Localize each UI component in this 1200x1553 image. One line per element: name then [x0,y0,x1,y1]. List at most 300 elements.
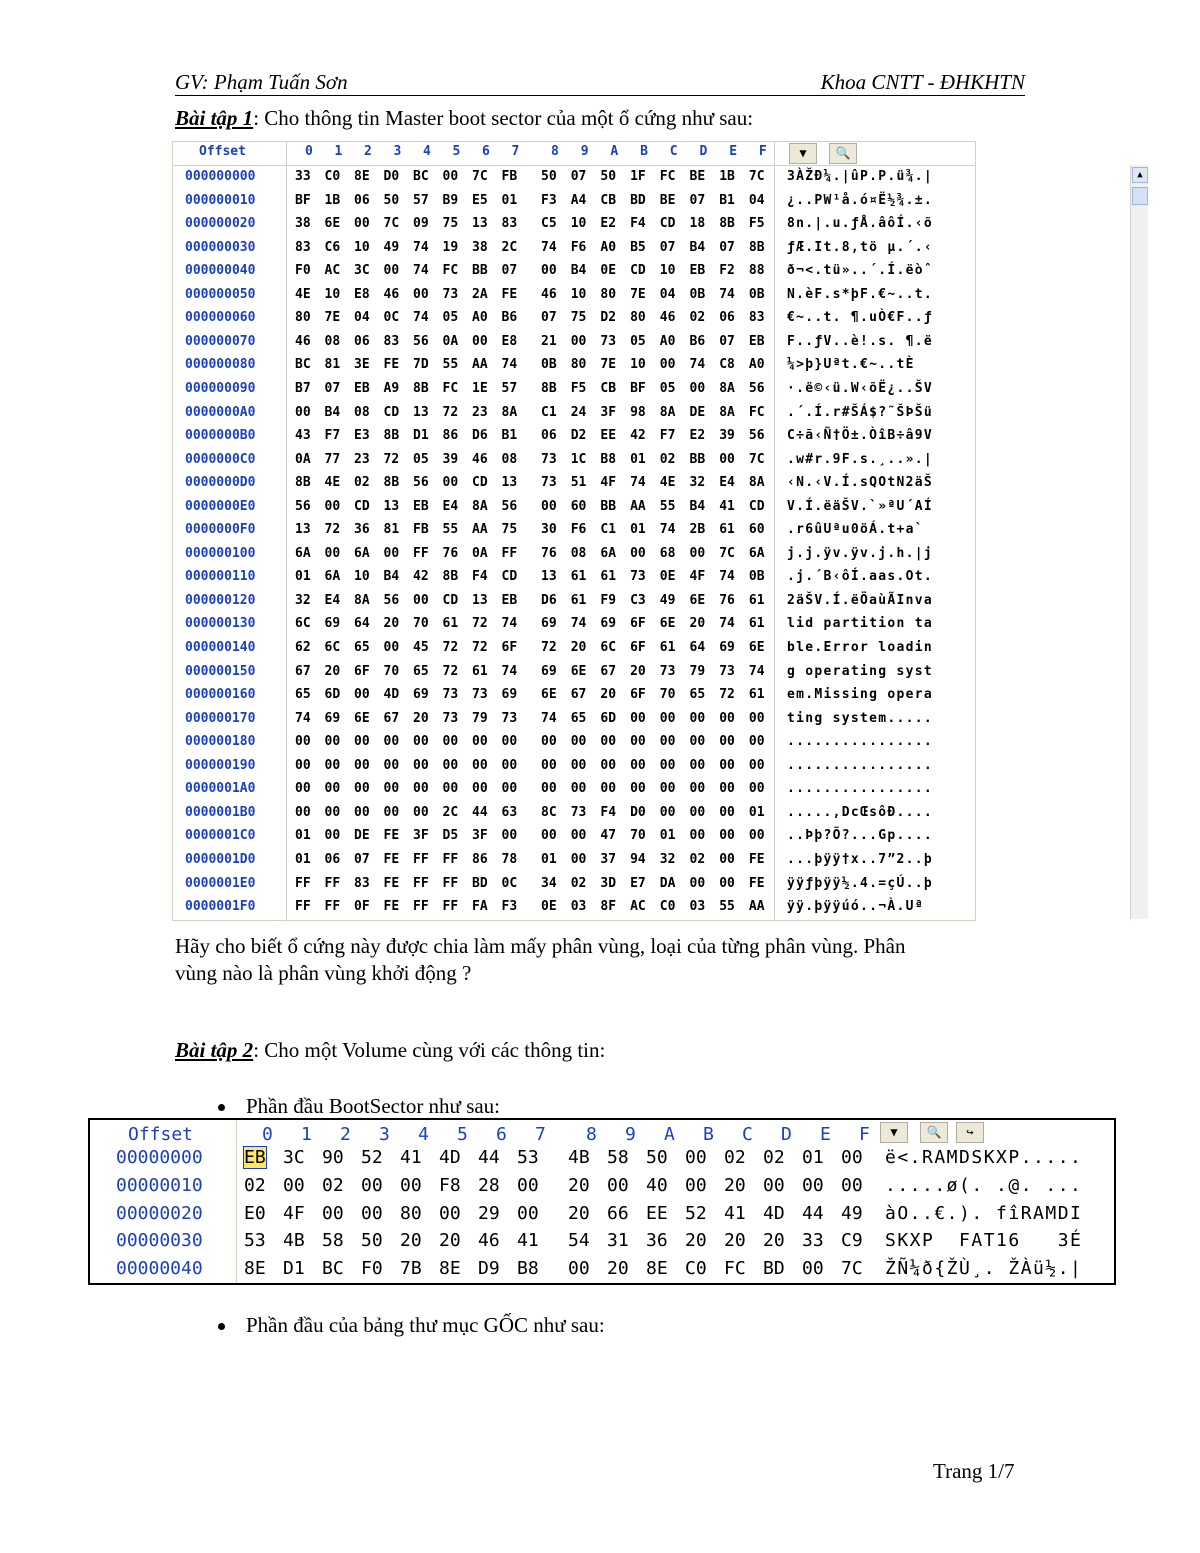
hex-byte[interactable]: 73 [630,569,646,585]
hex-byte[interactable]: 00 [383,545,400,561]
hex-byte[interactable]: 3E [354,357,370,373]
hex-byte[interactable]: 8A [659,404,676,420]
hex-byte[interactable]: 7C [383,216,400,232]
hex-byte[interactable]: 32 [659,851,676,867]
hex-byte[interactable]: BE [659,192,676,208]
hex-byte[interactable]: EB [501,592,518,608]
hex-byte[interactable]: F4 [630,216,646,232]
hex-byte[interactable]: 20 [630,663,646,679]
hex-byte[interactable]: 20 [600,687,617,703]
hex-byte[interactable]: 43 [295,428,311,444]
hex-byte[interactable]: C1 [541,404,557,420]
hex-byte[interactable]: 70 [659,687,676,703]
hex-byte[interactable]: 00 [442,757,459,773]
hex-byte[interactable]: 00 [283,1174,305,1196]
hex-byte[interactable]: 58 [322,1230,344,1252]
hex-byte[interactable]: 0C [383,310,400,326]
hex-byte[interactable]: A0 [659,333,676,349]
hex-byte[interactable]: 00 [361,1174,383,1196]
hex-byte[interactable]: 00 [689,710,706,726]
hex-byte[interactable]: 00 [472,333,488,349]
hex-byte[interactable]: 74 [719,616,735,632]
hex-byte[interactable]: BB [600,498,617,514]
hex-byte[interactable]: 20 [763,1230,785,1252]
hex-byte[interactable]: 41 [517,1230,539,1252]
hex-byte[interactable]: 4D [383,687,400,703]
hex-byte[interactable]: 69 [501,687,518,703]
hex-byte[interactable]: 7E [630,286,646,302]
hex-byte[interactable]: 8A [719,380,735,396]
hex-byte[interactable]: 86 [442,428,459,444]
hex-byte[interactable]: 70 [630,828,646,844]
hex-byte[interactable]: 50 [646,1147,668,1168]
hex-byte[interactable]: 74 [501,357,518,373]
hex-byte[interactable]: 00 [659,734,676,750]
hex-byte[interactable]: 6C [324,640,341,655]
hex-byte[interactable]: 00 [841,1147,863,1168]
hex-byte[interactable]: 0F [354,899,370,915]
hex-byte[interactable]: 70 [383,663,400,679]
hex-byte[interactable]: 4E [295,286,311,302]
hex-byte[interactable]: 00 [383,640,400,655]
hex-byte[interactable]: 76 [442,545,459,561]
hex-byte[interactable]: AC [630,899,646,915]
hex-byte[interactable]: 49 [659,592,676,608]
hex-byte[interactable]: 56 [413,475,429,491]
hex-byte[interactable]: 00 [689,545,706,561]
hex-byte[interactable]: 00 [719,757,735,773]
hex-byte[interactable]: 56 [413,333,429,349]
hex-byte[interactable]: 00 [413,734,429,750]
hex-byte[interactable]: 03 [570,899,587,915]
hex-byte[interactable]: 00 [383,757,400,773]
hex-byte[interactable]: 8A [719,404,735,420]
hex-byte[interactable]: 39 [442,451,459,467]
hex-byte[interactable]: 57 [413,192,429,208]
hex-byte[interactable]: 74 [659,522,676,538]
hex-byte[interactable]: 8A [354,592,370,608]
hex-byte[interactable]: 00 [659,757,676,773]
hex-byte[interactable]: 73 [541,451,557,467]
hex-byte[interactable]: EE [646,1202,668,1224]
hex-byte[interactable]: 2C [501,239,518,255]
hex-byte[interactable]: 2A [472,286,488,302]
hex-byte[interactable]: CB [600,380,617,396]
hex-byte[interactable]: 42 [630,428,646,444]
hex-byte[interactable]: 69 [600,616,617,632]
hex-byte[interactable]: 74 [689,357,706,373]
hex-byte[interactable]: 2C [442,804,459,820]
hex-byte[interactable]: FF [324,899,341,915]
hex-byte[interactable]: 00 [748,828,765,844]
hex-byte[interactable]: 69 [541,663,557,679]
hex-byte[interactable]: 10 [570,286,587,302]
hex-byte[interactable]: 55 [442,357,459,373]
hex-byte[interactable]: 08 [354,404,370,420]
hex-byte[interactable]: 30 [541,522,557,538]
hex-byte[interactable]: 6A [295,545,311,561]
hex-byte[interactable]: FE [383,851,400,867]
hex-byte[interactable]: 1E [472,380,488,396]
hex-byte[interactable]: 07 [719,333,735,349]
hex-byte[interactable]: EB [748,333,765,349]
hex-byte[interactable]: 67 [295,663,311,679]
hex-byte[interactable]: F5 [570,380,587,396]
hex-byte[interactable]: B9 [442,192,459,208]
hex-byte[interactable]: B1 [719,192,735,208]
hex-byte[interactable]: 20 [439,1230,461,1252]
hex-byte[interactable]: 65 [295,687,311,703]
hex-byte[interactable]: 36 [646,1230,668,1252]
hex-byte[interactable]: AA [472,522,488,538]
hex-byte[interactable]: 32 [295,592,311,608]
hex-byte[interactable]: 68 [659,545,676,561]
hex-byte[interactable]: 94 [630,851,646,867]
hex-byte[interactable]: 13 [413,404,429,420]
hex-byte[interactable]: 00 [517,1202,539,1224]
hex-byte[interactable]: 88 [748,263,765,279]
hex-byte[interactable]: 0E [600,263,617,279]
hex-byte[interactable]: 01 [295,851,311,867]
hex-byte[interactable]: 53 [244,1230,266,1252]
hex-byte[interactable]: AC [324,263,341,279]
hex-byte[interactable]: 46 [295,333,311,349]
hex-byte[interactable]: 02 [763,1147,785,1168]
hex-byte[interactable]: 79 [472,710,488,726]
hex-byte[interactable]: 8B [719,216,735,232]
hex-byte[interactable]: 3C [354,263,370,279]
hex-byte[interactable]: 55 [719,899,735,915]
hex-byte[interactable]: 02 [659,451,676,467]
hex-byte[interactable]: 00 [324,804,341,820]
hex-byte[interactable]: 60 [748,522,765,538]
hex-byte[interactable]: 80 [295,310,311,326]
hex-byte[interactable]: 4D [763,1202,785,1224]
hex-byte[interactable]: 72 [719,687,735,703]
hex-byte[interactable]: 50 [383,192,400,208]
hex-byte[interactable]: 86 [472,851,488,867]
hex-byte[interactable]: 8B [748,239,765,255]
hex-byte[interactable]: 00 [324,545,341,561]
hex-byte[interactable]: 70 [413,616,429,632]
hex-byte[interactable]: 00 [354,757,370,773]
hex-byte[interactable]: F4 [472,569,488,585]
hex-byte[interactable]: B5 [630,239,646,255]
hex-byte[interactable]: FC [659,169,676,184]
hex-byte[interactable]: 6A [600,545,617,561]
hex-byte[interactable]: 1C [570,451,587,467]
hex-byte[interactable]: 73 [541,475,557,491]
hex-byte[interactable]: 00 [607,1174,629,1196]
hex-byte[interactable]: 00 [689,781,706,797]
hex-byte[interactable]: 20 [607,1258,629,1280]
hex-byte[interactable]: 20 [724,1174,746,1196]
hex-byte[interactable]: 20 [724,1230,746,1252]
hex-byte[interactable]: 20 [570,640,587,655]
hex-byte[interactable]: DE [689,404,706,420]
hex-byte[interactable]: F3 [541,192,557,208]
hex-byte[interactable]: 74 [413,263,429,279]
hex-byte[interactable]: FF [442,899,459,915]
hex-byte[interactable]: 05 [659,380,676,396]
hex-byte[interactable]: 00 [413,804,429,820]
hex-byte[interactable]: 00 [719,451,735,467]
hex-byte[interactable]: 47 [600,828,617,844]
hex-byte[interactable]: 0B [748,569,765,585]
hex-byte[interactable]: 0E [541,899,557,915]
hex-byte[interactable]: 74 [630,475,646,491]
hex-byte[interactable]: 00 [324,828,341,844]
hex-byte[interactable]: 72 [472,640,488,655]
hex-byte[interactable]: 7B [400,1258,422,1280]
hex-byte[interactable]: 00 [570,851,587,867]
hex-byte[interactable]: 0A [472,545,488,561]
hex-byte[interactable]: 6F [630,687,646,703]
hex-byte[interactable]: 20 [568,1202,590,1224]
hex-byte[interactable]: 72 [442,640,459,655]
hex-byte[interactable]: 01 [748,804,765,820]
hex-byte[interactable]: 8A [472,498,488,514]
hex-byte[interactable]: 61 [748,616,765,632]
hex-byte[interactable]: 72 [442,404,459,420]
hex-byte[interactable]: FF [413,851,429,867]
hex-byte[interactable]: FF [413,899,429,915]
hex-byte[interactable]: 00 [295,781,311,797]
hex-byte[interactable]: 00 [472,757,488,773]
hex-byte[interactable]: 01 [659,828,676,844]
hex-byte[interactable]: 20 [685,1230,707,1252]
hex-byte[interactable]: 55 [659,498,676,514]
hex-byte[interactable]: 0E [659,569,676,585]
hex-byte[interactable]: 51 [570,475,587,491]
hex-byte[interactable]: B4 [383,569,400,585]
hex-byte[interactable]: 50 [361,1230,383,1252]
hex-byte[interactable]: D1 [283,1258,305,1280]
hex-byte[interactable]: 4F [283,1202,305,1224]
hex-byte[interactable]: 18 [689,216,706,232]
hex-byte[interactable]: 00 [354,734,370,750]
hex-byte[interactable]: D6 [541,592,557,608]
hex-byte[interactable]: 06 [324,851,341,867]
hex-byte[interactable]: F4 [600,804,617,820]
hex-byte[interactable]: 6D [324,687,341,703]
hex-byte[interactable]: 00 [719,710,735,726]
hex-byte[interactable]: 42 [413,569,429,585]
hex-byte[interactable]: E8 [501,333,518,349]
hex-byte[interactable]: 8E [354,169,370,184]
hex-byte[interactable]: 3D [600,875,617,891]
hex-byte[interactable]: 00 [442,781,459,797]
hex-byte[interactable]: BF [295,192,311,208]
hex-byte[interactable]: 00 [413,781,429,797]
hex-byte[interactable]: 07 [501,263,518,279]
hex-byte[interactable]: 00 [442,169,459,184]
hex-byte[interactable]: 73 [570,804,587,820]
vertical-scrollbar[interactable] [1130,165,1148,919]
hex-byte[interactable]: 04 [354,310,370,326]
hex-byte[interactable]: 69 [324,710,341,726]
hex-byte[interactable]: 00 [570,781,587,797]
hex-byte[interactable]: 21 [541,333,557,349]
hex-byte[interactable]: FC [442,380,459,396]
hex-byte[interactable]: 41 [724,1202,746,1224]
scroll-thumb[interactable] [1132,187,1148,205]
hex-byte[interactable]: C5 [541,216,557,232]
hex-byte[interactable]: 83 [295,239,311,255]
hex-byte[interactable]: 80 [600,286,617,302]
hex-byte[interactable]: 81 [383,522,400,538]
hex-byte[interactable]: 02 [244,1174,266,1196]
hex-byte[interactable]: 63 [501,804,518,820]
hex-byte[interactable]: 66 [607,1202,629,1224]
hex-byte[interactable]: 00 [600,781,617,797]
hex-byte[interactable]: FC [748,404,765,420]
hex-byte[interactable]: 07 [689,192,706,208]
hex-byte[interactable]: 6C [600,640,617,655]
hex-byte[interactable]: FF [413,875,429,891]
hex-byte[interactable]: 65 [570,710,587,726]
hex-byte[interactable]: 00 [295,734,311,750]
hex-byte[interactable]: BC [413,169,429,184]
hex-byte[interactable]: A4 [570,192,587,208]
hex-byte[interactable]: 00 [541,828,557,844]
hex-byte[interactable]: C9 [841,1230,863,1252]
hex-byte[interactable]: 56 [748,428,765,444]
hex-byte[interactable]: 83 [354,875,370,891]
hex-byte[interactable]: 0B [541,357,557,373]
hex-byte[interactable]: 20 [400,1230,422,1252]
hex-byte[interactable]: 41 [400,1147,422,1168]
hex-byte[interactable]: 6E [748,640,765,655]
hex-byte[interactable]: 79 [689,663,706,679]
hex-byte[interactable]: D0 [383,169,400,184]
hex-byte[interactable]: EB [413,498,429,514]
hex-byte[interactable]: 00 [719,781,735,797]
hex-byte[interactable]: EE [600,428,617,444]
hex-byte[interactable]: 83 [748,310,765,326]
hex-byte[interactable]: 61 [472,663,488,679]
hex-byte[interactable]: B6 [689,333,706,349]
hex-byte[interactable]: FE [748,851,765,867]
hex-byte[interactable]: 13 [472,592,488,608]
hex-byte[interactable]: 57 [501,380,518,396]
hex-byte[interactable]: 76 [719,592,735,608]
hex-byte[interactable]: 44 [478,1147,500,1168]
hex-byte[interactable]: CD [501,569,518,585]
hex-byte[interactable]: 00 [763,1174,785,1196]
hex-byte[interactable]: 8E [439,1258,461,1280]
hex-byte[interactable]: FF [442,875,459,891]
hex-byte[interactable]: 75 [501,522,518,538]
hex-byte[interactable]: 50 [541,169,557,184]
hex-byte[interactable]: 8E [244,1258,266,1280]
hex-byte[interactable]: B6 [501,310,518,326]
hex-byte[interactable]: 06 [354,192,370,208]
hex-byte[interactable]: 67 [570,687,587,703]
hex-byte[interactable]: F0 [361,1258,383,1280]
hex-byte[interactable]: FE [748,875,765,891]
hex-byte[interactable]: 00 [501,757,518,773]
hex-byte[interactable]: 69 [413,687,429,703]
hex-byte[interactable]: 00 [689,804,706,820]
hex-byte[interactable]: 01 [501,192,518,208]
hex-byte[interactable]: B4 [324,404,341,420]
hex-byte[interactable]: 8A [748,475,765,491]
hex-byte[interactable]: CD [748,498,765,514]
hex-byte[interactable]: 00 [295,757,311,773]
hex-byte[interactable]: FB [413,522,429,538]
hex-byte[interactable]: 00 [689,380,706,396]
hex-byte[interactable]: D0 [630,804,646,820]
hex-byte[interactable]: CD [472,475,488,491]
hex-byte[interactable]: 00 [324,757,341,773]
hex-byte[interactable]: 20 [324,663,341,679]
hex-byte[interactable]: B1 [501,428,518,444]
hex-byte[interactable]: 0B [748,286,765,302]
hex-byte[interactable]: 8B [295,475,311,491]
hex-byte[interactable]: 8C [541,804,557,820]
hex-byte[interactable]: F5 [748,216,765,232]
hex-byte[interactable]: 20 [413,710,429,726]
hex-byte[interactable]: 00 [630,734,646,750]
hex-byte[interactable]: 13 [541,569,557,585]
hex-byte[interactable]: 7C [748,169,765,184]
hex-byte[interactable]: 00 [295,404,311,420]
hex-byte[interactable]: 00 [630,757,646,773]
hex-byte[interactable]: AA [472,357,488,373]
hex-byte[interactable]: 00 [630,781,646,797]
hex-byte[interactable]: B8 [517,1258,539,1280]
hex-byte[interactable]: 65 [413,663,429,679]
hex-byte[interactable]: 13 [295,522,311,538]
hex-byte[interactable]: 45 [413,640,429,655]
hex-byte[interactable]: 00 [324,734,341,750]
hex-byte[interactable]: 2B [689,522,706,538]
hex-byte[interactable]: 00 [413,757,429,773]
hex-byte[interactable]: F6 [570,239,587,255]
hex-byte[interactable]: 67 [383,710,400,726]
hex-byte[interactable]: 00 [570,734,587,750]
hex-byte[interactable]: 73 [659,663,676,679]
hex-byte[interactable]: 72 [324,522,341,538]
hex-byte[interactable]: CD [659,216,676,232]
hex-byte[interactable]: 05 [630,333,646,349]
hex-byte[interactable]: 07 [570,169,587,184]
hex-byte[interactable]: D5 [442,828,459,844]
hex-byte[interactable]: 61 [719,522,735,538]
hex-byte[interactable]: E4 [719,475,735,491]
hex-byte[interactable]: 00 [324,498,341,514]
hex-byte[interactable]: 01 [802,1147,824,1168]
hex-byte[interactable]: 74 [413,310,429,326]
hex-byte[interactable]: 19 [442,239,459,255]
hex-byte[interactable]: 00 [659,781,676,797]
hex-byte[interactable]: 4F [600,475,617,491]
hex-byte[interactable]: 10 [354,569,370,585]
hex-byte[interactable]: A0 [472,310,488,326]
hex-byte[interactable]: 04 [748,192,765,208]
hex-byte[interactable]: 73 [600,333,617,349]
hex-byte[interactable]: 0A [295,451,311,467]
hex-byte[interactable]: 73 [442,687,459,703]
hex-byte[interactable]: 00 [413,286,429,302]
hex-byte[interactable]: 37 [600,851,617,867]
hex-byte[interactable]: 6E [570,663,587,679]
hex-byte[interactable]: CD [383,404,400,420]
hex-byte[interactable]: DE [354,828,370,844]
hex-byte[interactable]: FF [413,545,429,561]
hex-byte[interactable]: 6F [354,663,370,679]
